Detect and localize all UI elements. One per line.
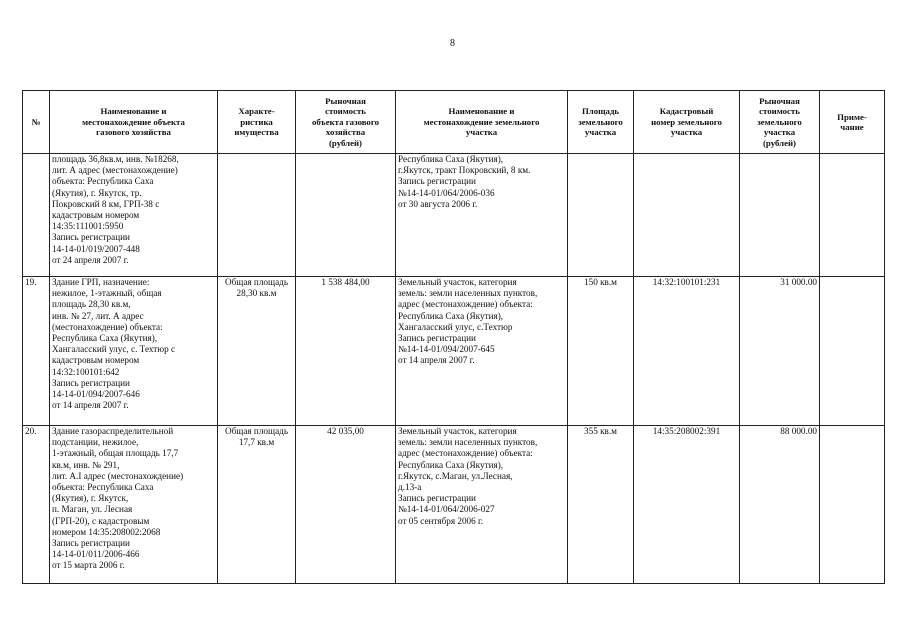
header-row (23, 91, 885, 154)
land-description: Земельный участок, категория земель: земли населенных пунктов, адрес (местонахождение) объекта: Республика Саха (Якутия), Хангаласский улус, с.Техтюр Запись регистрации №14-14-01/094/2007-645 от 14 апреля 2007 г. (396, 277, 568, 426)
header-number: № (23, 91, 50, 154)
object-characteristic: Общая площадь 17,7 кв.м (218, 426, 296, 584)
property-table (22, 90, 885, 584)
header-object-name: Наименование и местонахождение объекта газового хозяйства (50, 91, 218, 154)
header-note: Приме- чание (820, 91, 885, 154)
cadastral-number: 14:35:208002:391 (634, 426, 740, 584)
land-value (740, 154, 820, 277)
header-land-name: Наименование и местонахождение земельного участка (396, 91, 568, 154)
object-value: 1 538 484,00 (296, 277, 396, 426)
note (820, 426, 885, 584)
table-row (23, 277, 885, 426)
land-area: 355 кв.м (568, 426, 634, 584)
object-characteristic (218, 154, 296, 277)
row-number: 20. (23, 426, 50, 584)
land-value: 88 000.00 (740, 426, 820, 584)
object-description: площадь 36,8кв.м, инв. №18268, лит. А адрес (местонахождение) объекта: Республика Саха (Якутия), г. Якутск, тр. Покровский 8 км, ГРП-38 с кадастровым номером 14:35:111001:5950 Запись регистрации 14-14-01/019/2007-448 от 24 апреля 2007 г. (50, 154, 218, 277)
object-value: 42 035,00 (296, 426, 396, 584)
cadastral-number (634, 154, 740, 277)
object-description: Здание ГРП, назначение: нежилое, 1-этажный, общая площадь 28,30 кв.м, инв. № 27, лит. А адрес (местонахождение) объекта: Республика Саха (Якутия), Хангаласский улус, с. Техтюр с кадастровым номером 14:32:100101:642 Запись регистрации 14-14-01/094/2007-646 от 14 апреля 2007 г. (50, 277, 218, 426)
land-description: Республика Саха (Якутия), г.Якутск, тракт Покровский, 8 км. Запись регистрации №14-14-01/064/2006-036 от 30 августа 2006 г. (396, 154, 568, 277)
table-row (23, 426, 885, 584)
note (820, 154, 885, 277)
land-description: Земельный участок, категория земель: земли населенных пунктов, адрес (местонахождение) объекта: Республика Саха (Якутия), г.Якутск, с.Маган, ул.Лесная, д.13-а Запись регистрации №14-14-01/064/2006-027 от 05 сентября 2006 г. (396, 426, 568, 584)
header-characteristic: Характе- ристика имущества (218, 91, 296, 154)
header-object-value: Рыночная стоимость объекта газового хозяйства (рублей) (296, 91, 396, 154)
header-land-value: Рыночная стоимость земельного участка (рублей) (740, 91, 820, 154)
page-number: 8 (450, 38, 455, 49)
header-land-area: Площадь земельного участка (568, 91, 634, 154)
land-value: 31 000.00 (740, 277, 820, 426)
land-area: 150 кв.м (568, 277, 634, 426)
header-cadastral-number: Кадастровый номер земельного участка (634, 91, 740, 154)
object-description: Здание газораспределительной подстанции, нежилое, 1-этажный, общая площадь 17,7 кв.м, инв. № 291, лит. А.I адрес (местонахождение) объекта: Республика Саха (Якутия), г. Якутск, п. Маган, ул. Лесная (ГРП-20), с кадастровым номером 14:35:208002:2068 Запись регистрации 14-14-01/011/2006-466 от 15 марта 2006 г. (50, 426, 218, 584)
land-area (568, 154, 634, 277)
row-number (23, 154, 50, 277)
table-row (23, 154, 885, 277)
note (820, 277, 885, 426)
cadastral-number: 14:32:100101:231 (634, 277, 740, 426)
object-value (296, 154, 396, 277)
object-characteristic: Общая площадь 28,30 кв.м (218, 277, 296, 426)
row-number: 19. (23, 277, 50, 426)
